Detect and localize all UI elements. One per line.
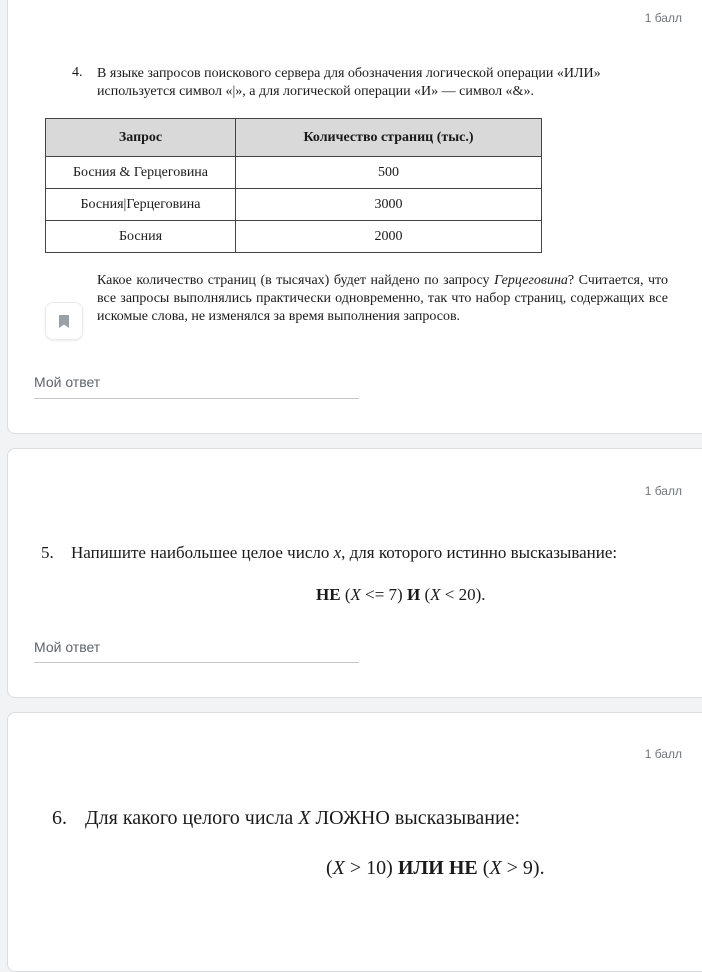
- expression-part: <= 7): [360, 585, 403, 604]
- bookmark-icon: [58, 314, 70, 329]
- question-number: 5.: [41, 543, 54, 562]
- paren: (: [424, 585, 431, 604]
- points-label: 1 балл: [644, 484, 682, 498]
- question-card-6: [7, 712, 702, 972]
- table-header-cell: Запрос: [46, 119, 236, 157]
- table-row: [46, 157, 542, 189]
- question-prefix: Для какого целого числа: [85, 807, 294, 829]
- answer-input[interactable]: [34, 398, 359, 399]
- question-intro-line: В языке запросов поискового сервера для обозначения логической операции «ИЛИ»: [97, 66, 601, 81]
- question-text: [85, 807, 520, 830]
- table-cell: Босния & Герцеговина: [46, 157, 236, 189]
- expression-part: > 9).: [501, 857, 545, 879]
- table-header-row: [46, 119, 542, 157]
- expression-variable: X: [350, 585, 361, 604]
- table-row: [46, 221, 542, 253]
- table-cell: Босния|Герцеговина: [46, 189, 236, 221]
- table-cell: 3000: [236, 189, 542, 221]
- query-table: [45, 118, 542, 253]
- question-text: [71, 543, 617, 563]
- answer-placeholder: Мой ответ: [34, 639, 101, 655]
- operator-or-not: ИЛИ НЕ: [397, 857, 478, 879]
- question-card-5: [7, 448, 702, 698]
- paren: (: [482, 857, 490, 879]
- question-number: 4.: [72, 65, 83, 80]
- question-suffix: ЛОЖНО высказывание:: [315, 807, 521, 829]
- question-text: [97, 272, 668, 326]
- question-intro-line: используется символ «|», а для логической операции «И» — символ «&».: [97, 84, 534, 99]
- points-label: 1 балл: [644, 747, 682, 761]
- table-cell: Босния: [46, 221, 236, 253]
- question-intro: [97, 65, 672, 101]
- answer-placeholder: Мой ответ: [34, 374, 101, 390]
- bookmark-button[interactable]: [45, 302, 83, 340]
- table-row: [46, 189, 542, 221]
- expression-variable: X: [430, 585, 441, 604]
- question-suffix: ? Считается, что все запросы выполнялись практически одновременно, так что набор страниц, содержащих все искомые слова, не изменялся за время выполнения запросов.: [97, 273, 668, 324]
- table-cell: 2000: [236, 221, 542, 253]
- expression-part: < 20).: [440, 585, 486, 604]
- table-cell: 500: [236, 157, 542, 189]
- question-prefix: Какое количество страниц (в тысячах) будет найдено по запросу: [97, 273, 490, 288]
- logic-expression: [326, 857, 545, 880]
- logic-expression: [316, 585, 486, 605]
- question-term: Герцеговина: [494, 273, 568, 288]
- question-number: 6.: [52, 807, 67, 829]
- question-variable: X: [298, 807, 311, 829]
- expression-part: > 10): [344, 857, 393, 879]
- table-header-cell: Количество страниц (тыс.): [236, 119, 542, 157]
- expression-variable: X: [489, 857, 502, 879]
- paren: (: [326, 857, 333, 879]
- paren: (: [344, 585, 351, 604]
- operator-and: И: [406, 585, 421, 604]
- question-variable: x: [333, 543, 342, 562]
- operator-not: НЕ: [316, 585, 341, 604]
- question-card-4: [7, 0, 702, 434]
- question-suffix: , для которого истинно высказывание:: [341, 543, 618, 562]
- answer-input[interactable]: [34, 662, 359, 663]
- question-prefix: Напишите наибольшее целое число: [71, 543, 330, 562]
- expression-variable: X: [332, 857, 345, 879]
- points-label: 1 балл: [644, 11, 682, 25]
